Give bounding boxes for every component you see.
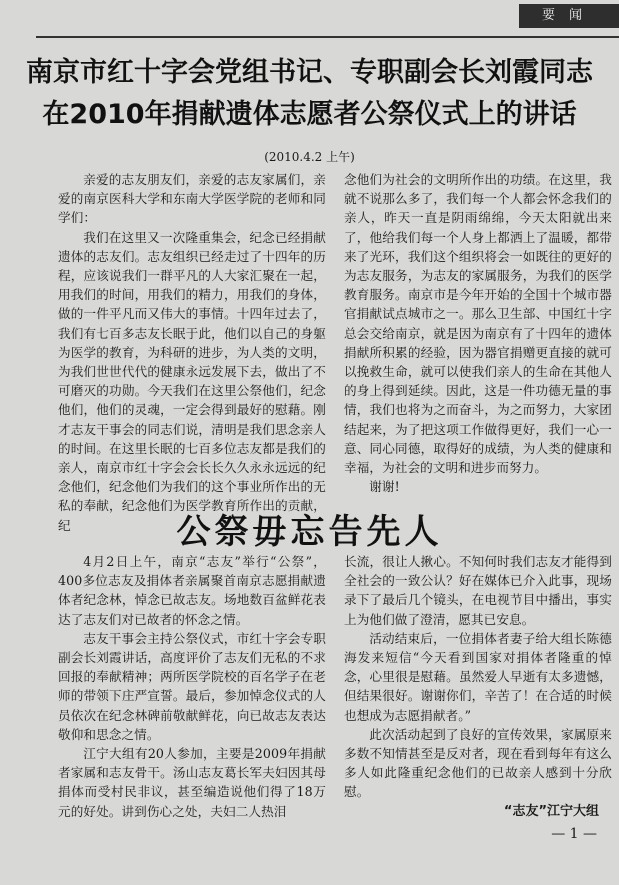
article-title-line-1: 南京市红十字会党组书记、专职副会长刘霞同志	[26, 57, 593, 88]
speech-paragraph: 亲爱的志友朋友们，亲爱的志友家属们，亲爱的南京医科大学和东南大学医学院的老师和同学们：	[58, 172, 326, 226]
report-paragraph: 江宁大组有20人参加，主要是2009年捐献者家属和志友骨干。汤山志友葛长军夫妇因其母捐体而受村民非议，甚至编造说他们得了18万元的好处。讲到伤心之处，夫妇二人热泪	[58, 746, 326, 819]
report-paragraph: 4月2日上午，南京“志友”举行“公祭”，400多位志友及捐体者亲属聚首南京志愿捐献遗体者纪念林，悼念已故志友。场地数百盆鲜花表达了志友们对已故者的怀念之情。	[58, 554, 326, 627]
article-title-line-2: 在2010年捐献遗体志愿者公祭仪式上的讲话	[42, 99, 577, 130]
speech-paragraph: 念他们为社会的文明所作出的功绩。在这里，我就不说那么多了，我们每一个人都会怀念我们的亲人，昨天一直是阴雨绵绵，今天太阳就出来了，他给我们每一个人身上都洒上了温暖，都带来了光环，我们这个组织将会一如既往的更好的为志友服务，为志友的家属服务，为我们的医学教育服务。南京市是今年开始的全国十个城市器官捐献试点城市之一。那么卫生部、中国红十字总会交给南京，就是因为南京有了十四年的遗体捐献所积累的经验，因为器官捐赠更直接的就可以挽救生命，就可以使我们亲人的生命在其他人的身上得到延续。因此，这是一件功德无量的事情，我们也将为之而奋斗，为之而努力，大家团结起来，为了把这项工作做得更好，我们一心一意、同心同德，取得好的成绩，为人类的健康和幸福，为社会的文明和进步而努力。	[344, 172, 612, 476]
report-paragraph: 此次活动起到了良好的宣传效果，家属原来多数不知情甚至是反对者，现在看到每年有这么多人如此隆重纪念他们的已故亲人感到十分欣慰。	[344, 726, 612, 800]
report-signature: “志友”江宁大组	[503, 804, 599, 819]
page-number: — 1 —	[551, 826, 597, 842]
article-title	[0, 52, 619, 136]
report-column-left	[58, 552, 326, 852]
report-title: 公祭毋忘告先人	[176, 512, 443, 552]
report-paragraph: 志友干事会主持公祭仪式，市红十字会专职副会长刘霞讲话，高度评价了志友们无私的不求回报的奉献精神；两所医学院校的百名学子在老师的带领下庄严宣誓。最后，参加悼念仪式的人员依次在纪念林碑前敬献鲜花，向已故志友表达敬仰和思念之情。	[58, 630, 326, 742]
article-date: (2010.4.2 上午)	[264, 150, 355, 164]
speech-column-right	[344, 170, 612, 502]
speech-paragraph: 我们在这里又一次隆重集会，纪念已经捐献遗体的志友们。志友组织已经走过了十四年的历程，应该说我们一群平凡的人大家汇聚在一起，用我们的时间，用我们的精力，用我们的身体，做的一件平凡而又伟大的事情。十四年过去了，我们有七百多志友长眠于此，他们以自己的身躯为医学的教育，为科研的进步，为人类的文明，为我们世世代代的健康永远发展下去，做出了不可磨灭的功勋。今天我们在这里公祭他们，纪念他们，他们的灵魂，一定会得到最好的慰藉。刚才志友干事会的同志们说，清明是我们思念亲人的时间。在这里长眠的七百多位志友都是我们的亲人，南京市红十字会会长长久久永永远远的纪念他们，纪念他们为我们的这个事业所作出的无私的奉献，纪念他们为医学教育所作出的贡献，纪	[58, 229, 326, 533]
speech-column-left	[58, 170, 326, 533]
report-paragraph: 活动结束后，一位捐体者妻子给大组长陈德海发来短信“今天看到国家对捐体者隆重的悼念，心里很是慰藉。虽然爱人早逝有太多遗憾，但结果很好。谢谢你们，辛苦了！在合适的时候也想成为志愿捐献者。”	[344, 630, 612, 723]
report-column-right	[344, 552, 612, 802]
report-paragraph: 长流，很让人揪心。不知何时我们志友才能得到全社会的一致公认？好在媒体已介入此事，现场录下了最后几个镜头，在电视节目中播出，事实上为他们做了澄清，愿其已安息。	[344, 554, 612, 627]
section-tag: 要闻	[519, 4, 619, 28]
speech-thanks: 谢谢!	[369, 479, 400, 495]
